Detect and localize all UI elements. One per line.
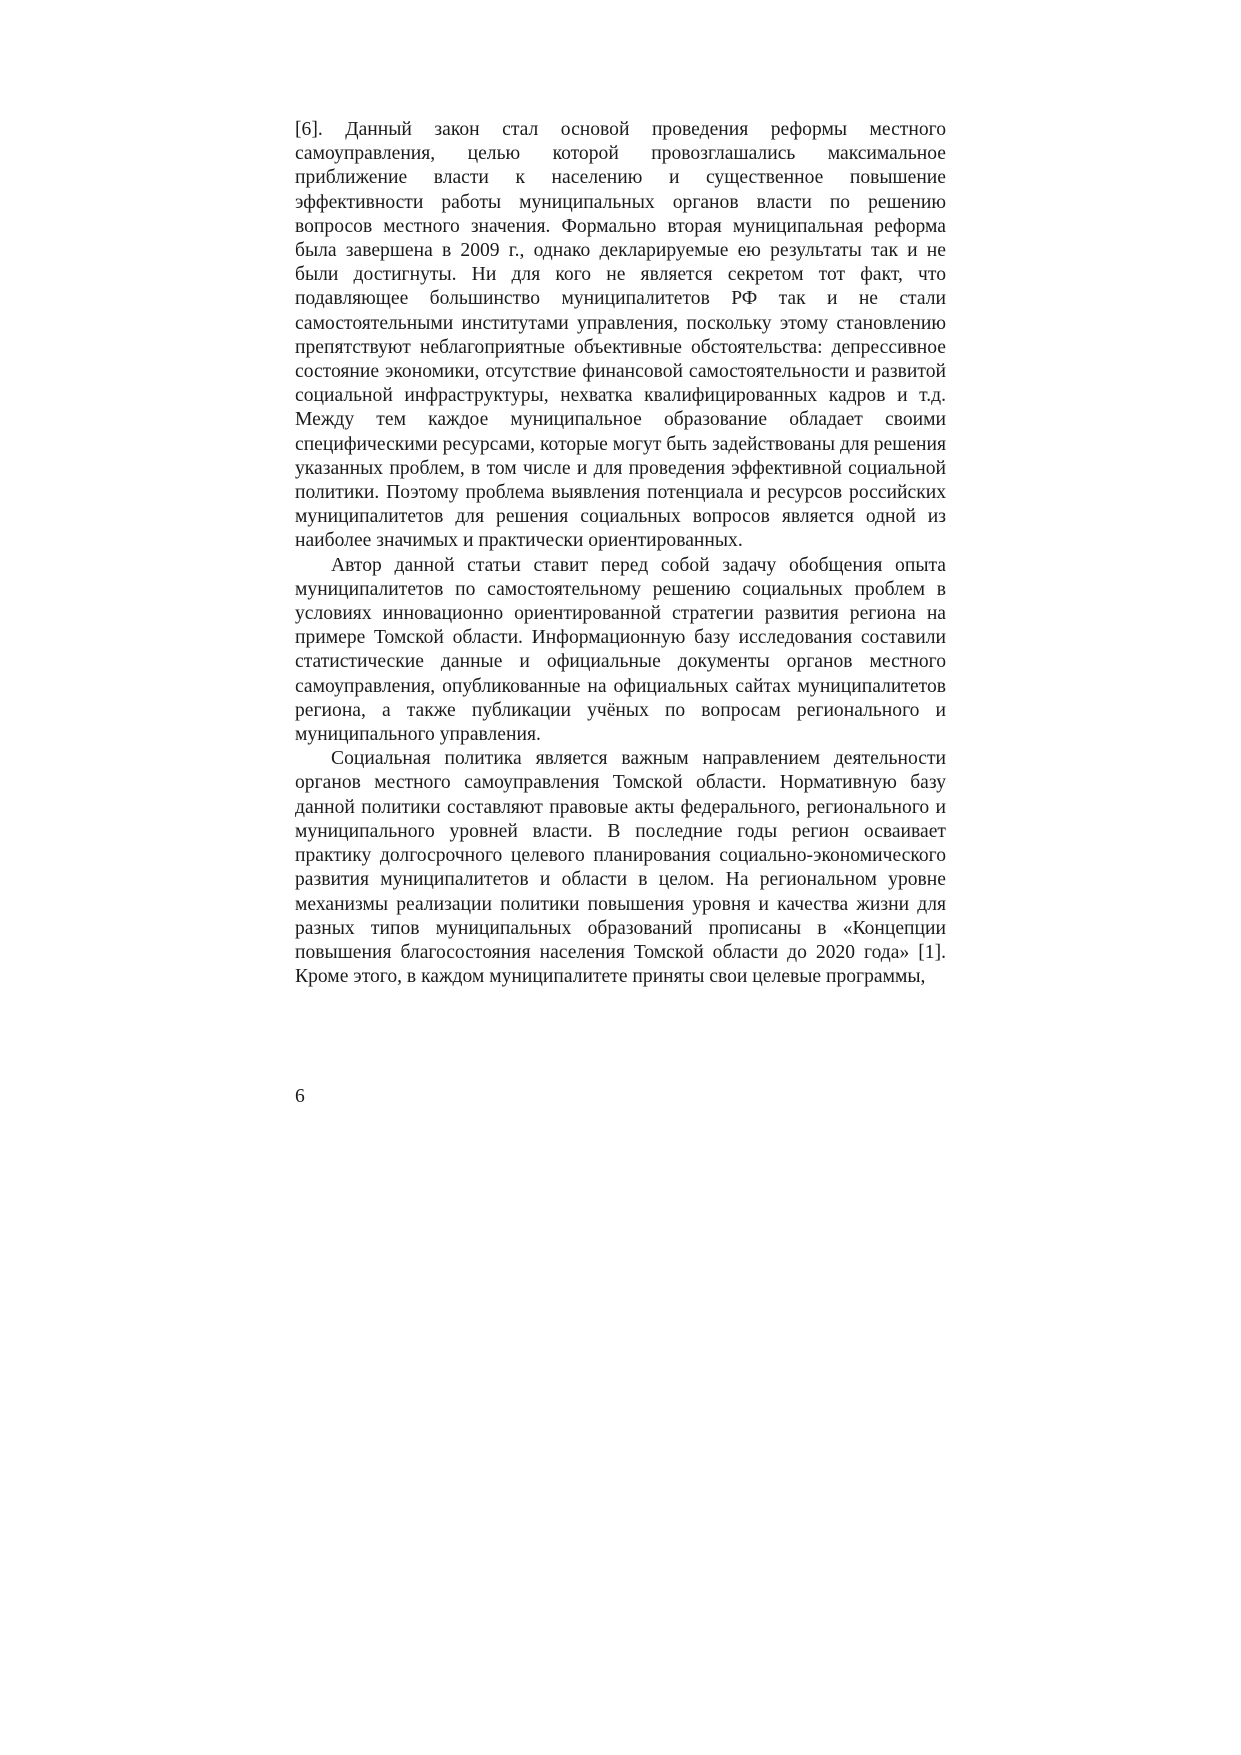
paragraph-1: [6]. Данный закон стал основой проведения реформы местного самоуправления, целью которой провозглашались максимальное приближение власти к населению и существенное повышение эффективности работы муниципальных органов власти по решению вопросов местного значения. Формально вторая муниципальная реформа была завершена в 2009 г., однако декларируемые ею результаты так и не были достигнуты. Ни для кого не является секретом тот факт, что подавляющее большинство муниципалитетов РФ так и не стали самостоятельными институтами управления, поскольку этому становлению препятствуют неблагоприятные объективные обстоятельства: депрессивное состояние экономики, отсутствие финансовой самостоятельности и развитой социальной инфраструктуры, нехватка квалифицированных кадров и т.д. Между тем каждое муниципальное образование обладает своими специфическими ресурсами, которые могут быть задействованы для решения указанных проблем, в том числе и для проведения эффективной социальной политики. Поэтому проблема выявления потенциала и ресурсов российских муниципалитетов для решения социальных вопросов является одной из наиболее значимых и практически ориентированных. — [295, 119, 946, 552]
paragraph-2: Автор данной статьи ставит перед собой задачу обобщения опыта муниципалитетов по самостоятельному решению социальных проблем в условиях инновационно ориентированной стратегии развития региона на примере Томской области. Информационную базу исследования составили статистические данные и официальные документы органов местного самоуправления, опубликованные на официальных сайтах муниципалитетов региона, а также публикации учёных по вопросам регионального и муниципального управления. — [295, 554, 946, 746]
paragraph-3: Социальная политика является важным направлением деятельности органов местного самоуправления Томской области. Нормативную базу данной политики составляют правовые акты федерального, регионального и муниципального уровней власти. В последние годы регион осваивает практику долгосрочного целевого планирования социально-экономического развития муниципалитетов и области в целом. На региональном уровне механизмы реализации политики повышения уровня и качества жизни для разных типов муниципальных образований прописаны в «Концепции повышения благосостояния населения Томской области до 2020 года» [1]. Кроме этого, в каждом муниципалитете приняты свои целевые программы, — [295, 748, 946, 988]
page-number: 6 — [295, 1086, 305, 1107]
text-column — [295, 118, 946, 989]
